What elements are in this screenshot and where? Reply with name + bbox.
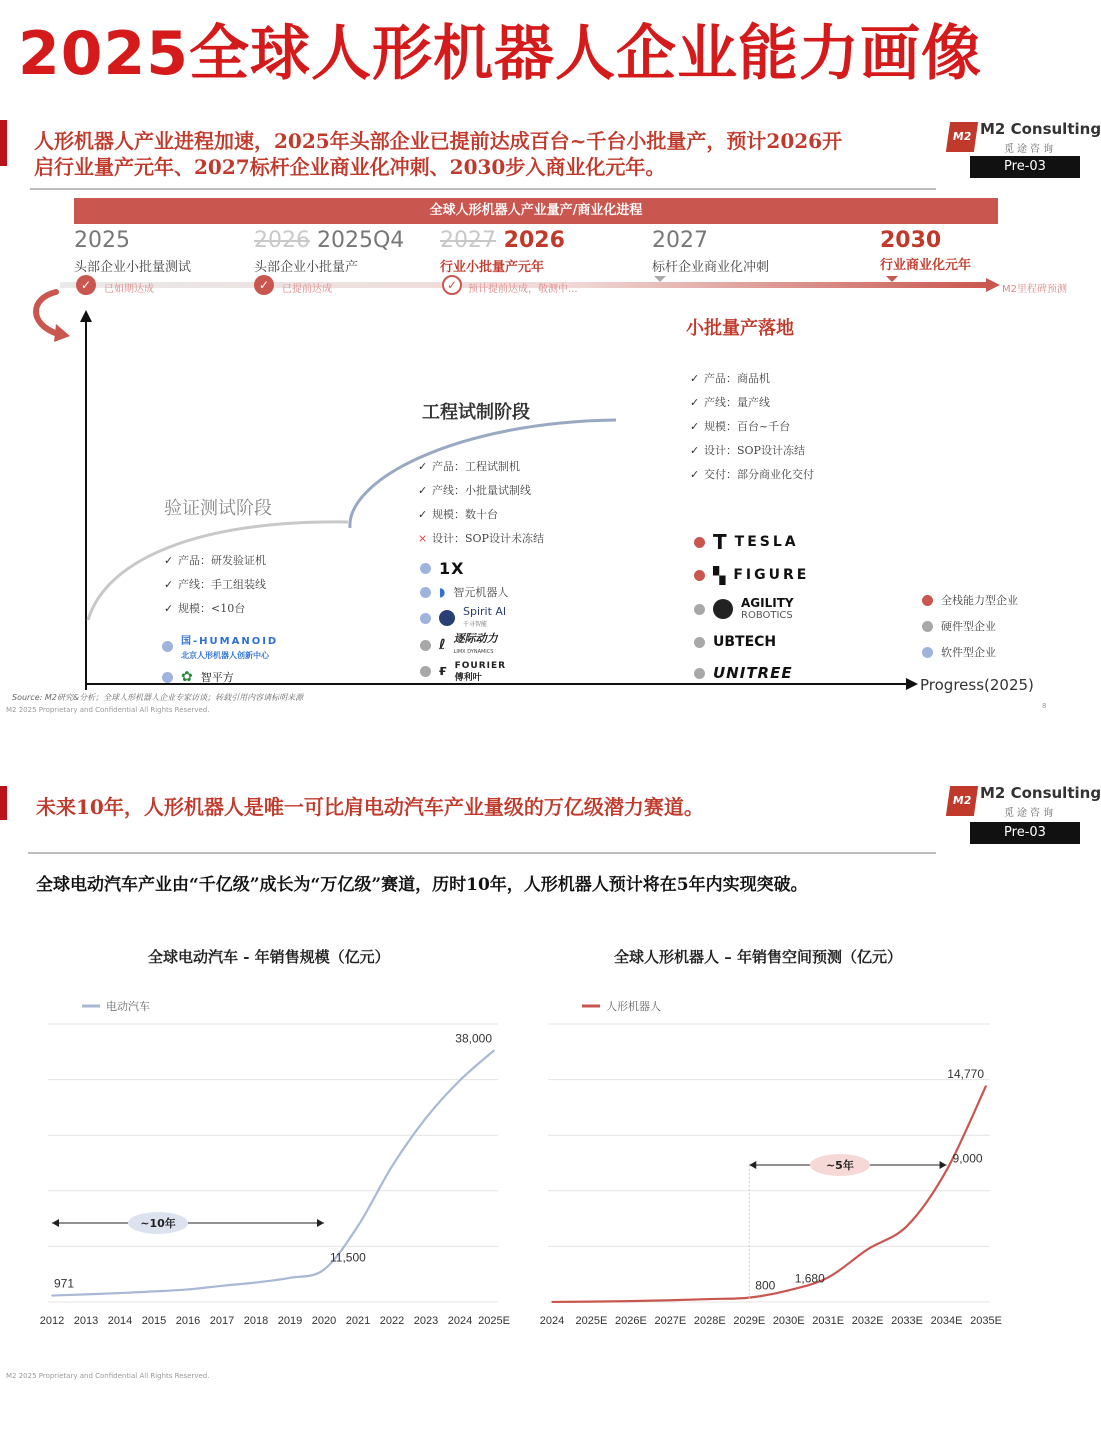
data-point <box>591 1301 593 1303</box>
company-name: UNITREE <box>713 664 793 682</box>
x-tick-label: 2016 <box>175 1315 201 1327</box>
series-line <box>552 1086 986 1302</box>
data-point <box>827 1277 829 1279</box>
timeline-old-year-2026: 2026 <box>254 228 310 253</box>
hardware-dot-icon <box>420 640 431 651</box>
legend-label: 全栈能力型企业 <box>941 594 1018 607</box>
annotation-arrow-head <box>52 1219 59 1227</box>
stage-item-text: 设计：SOP设计未冻结 <box>432 532 544 545</box>
timeline-new-year-2025q4: 2025Q4 <box>317 228 405 253</box>
series-line <box>52 1050 494 1295</box>
figure-logo-icon: ▚ <box>713 565 726 585</box>
timeline-check-icon-2025: ✓ <box>76 275 96 295</box>
data-point <box>357 1225 359 1227</box>
data-point <box>425 1117 427 1119</box>
company-limx <box>420 632 508 658</box>
legend-label: 软件型企业 <box>941 646 996 659</box>
check-icon: ✓ <box>418 484 428 497</box>
data-label: 9,000 <box>952 1151 983 1166</box>
data-point <box>459 1079 461 1081</box>
stage-engineering-item <box>418 530 544 546</box>
x-tick-label: 2024 <box>447 1315 473 1327</box>
company-agility <box>694 592 809 626</box>
annotation-arrow-head <box>749 1161 756 1169</box>
timeline-status-2025: 已如期达成 <box>104 284 154 295</box>
data-point <box>187 1289 189 1291</box>
full-stack-dot-icon <box>694 537 705 548</box>
timeline-year-2027: 2027 <box>652 228 708 253</box>
data-label: 800 <box>755 1278 776 1293</box>
full-stack-dot-icon <box>922 595 933 606</box>
software-dot-icon <box>162 672 173 683</box>
slide-2 <box>0 772 1101 1440</box>
source-note: Source: M2研究&分析；全球人形机器人企业专家访谈；转载引用内容请标明来源 <box>12 693 304 702</box>
company-type-legend <box>922 592 1018 660</box>
hardware-dot-icon <box>922 621 933 632</box>
data-point <box>985 1085 987 1087</box>
check-icon: ✓ <box>164 578 174 591</box>
x-tick-label: 2012 <box>39 1315 65 1327</box>
brand-name-cn: 觅途咨询 <box>1004 144 1056 155</box>
page-number: 8 <box>1042 702 1047 710</box>
hardware-dot-icon <box>694 668 705 679</box>
timeline-status-2026: 预计提前达成，敬测中... <box>468 284 578 295</box>
company-name: 逐际动力 <box>453 632 498 645</box>
slide2-subhead: 全球电动汽车产业由“千亿级”成长为“万亿级”赛道，历时10年，人形机器人预计将在5年内实现突破。 <box>36 875 808 895</box>
timeline-desc-2026: 行业小批量产元年 <box>440 260 545 275</box>
check-icon: ✓ <box>164 602 174 615</box>
stage-validation-item <box>164 552 266 568</box>
company-name: TESLA <box>734 534 799 550</box>
brand-tag: Pre-03 <box>970 822 1080 844</box>
company-beijing-humanoid <box>162 632 278 661</box>
x-tick-label: 2020 <box>311 1315 337 1327</box>
timeline-year-2030: 2030 <box>880 228 942 253</box>
company-unitree <box>694 658 809 688</box>
x-tick-label: 2015 <box>141 1315 167 1327</box>
copyright-note: M2 2025 Proprietary and Confidential All Rights Reserved. <box>6 1372 210 1380</box>
stage-mass-companies <box>694 526 809 688</box>
data-point <box>906 1225 908 1227</box>
x-tick-label: 2021 <box>345 1315 371 1327</box>
data-point <box>323 1269 325 1271</box>
stage-item-text: 产线：手工组装线 <box>178 578 266 591</box>
legend-full-stack <box>922 592 1018 608</box>
slide2-headline: 未来10年，人形机器人是唯一可比肩电动汽车产业量级的万亿级潜力赛道。 <box>36 795 704 819</box>
stage-item-text: 产品：研发验证机 <box>178 554 266 567</box>
company-ubtech <box>694 626 809 658</box>
company-sub: 北京人形机器人创新中心 <box>181 651 269 660</box>
brand-name-cn: 觅途咨询 <box>1004 808 1056 819</box>
company-name: 智平方 <box>200 671 234 684</box>
check-icon: ✓ <box>690 420 700 433</box>
check-icon: ✓ <box>690 372 700 385</box>
hardware-dot-icon <box>420 666 431 677</box>
data-point <box>255 1282 257 1284</box>
headline-divider <box>30 188 936 190</box>
x-tick-label: 2031E <box>812 1315 845 1327</box>
x-tick-label: 2025E <box>575 1315 608 1327</box>
company-name: AGILITY <box>741 595 794 610</box>
annotation-arrow-head <box>940 1161 947 1169</box>
x-tick-label: 2034E <box>930 1315 963 1327</box>
stage-engineering-companies <box>420 556 508 684</box>
data-point <box>153 1291 155 1293</box>
x-axis-label: Progress(2025) <box>920 676 1034 694</box>
company-tesla <box>694 526 809 558</box>
page-title: 2025全球人形机器人企业能力画像 <box>18 19 982 89</box>
stage-engineering-item <box>418 458 544 474</box>
full-stack-dot-icon <box>694 570 705 581</box>
timeline-desc-2027: 标杆企业商业化冲刺 <box>652 260 770 275</box>
company-agibot <box>420 580 508 604</box>
hardware-dot-icon <box>694 637 705 648</box>
x-tick-label: 2029E <box>733 1315 766 1327</box>
data-point <box>670 1299 672 1301</box>
stage-validation-list <box>164 552 266 616</box>
timeline-end-label: M2里程碑预测 <box>1002 284 1067 295</box>
company-logo <box>181 632 278 661</box>
company-logo <box>455 659 506 683</box>
data-point <box>709 1298 711 1300</box>
legend-hardware <box>922 618 1018 634</box>
robot-chart-title: 全球人形机器人 – 年销售空间预测（亿元） <box>614 948 902 966</box>
stage-item-text: 产品：商品机 <box>704 372 770 385</box>
data-point <box>391 1166 393 1168</box>
stage-item-text: 规模：<10台 <box>178 602 246 615</box>
data-point <box>867 1249 869 1251</box>
zhipingfang-logo-icon: ✿ <box>181 669 193 685</box>
slide1-headline <box>34 128 934 180</box>
legend-label: 人形机器人 <box>606 1000 661 1013</box>
software-dot-icon <box>162 641 173 652</box>
company-name: UBTECH <box>713 634 777 650</box>
legend-software <box>922 644 1018 660</box>
x-tick-label: 2014 <box>107 1315 133 1327</box>
check-icon: ✓ <box>690 444 700 457</box>
brand-logo-icon: M2 <box>946 122 978 152</box>
slide1-headline-line1: 人形机器人产业进程加速，2025年头部企业已提前达成百台~千台小批量产，预计2026开 <box>34 129 843 153</box>
agibot-logo-icon: ◗ <box>439 585 446 599</box>
company-name: 智元机器人 <box>453 586 509 599</box>
x-tick-label: 2025E <box>478 1315 510 1327</box>
annotation-arrow-head <box>317 1219 324 1227</box>
data-point <box>551 1301 553 1303</box>
x-tick-label: 2024 <box>539 1315 565 1327</box>
robot-sales-chart <box>540 994 1020 1344</box>
stage-engineering-item <box>418 482 544 498</box>
data-point <box>85 1294 87 1296</box>
legend-label: 硬件型企业 <box>941 620 996 633</box>
x-tick-label: 2035E <box>970 1315 1002 1327</box>
company-name: FIGURE <box>733 567 810 583</box>
company-sub: LIMX DYNAMICS <box>453 649 494 655</box>
stage-item-text: 产品：工程试制机 <box>432 460 520 473</box>
data-point <box>289 1277 291 1279</box>
company-name: FOURIER <box>454 661 507 671</box>
check-icon: ✓ <box>418 508 428 521</box>
data-point <box>119 1292 121 1294</box>
data-point <box>51 1295 53 1297</box>
fourier-logo-icon: ғ <box>439 663 447 679</box>
software-dot-icon <box>922 647 933 658</box>
limx-logo-icon: ℓ <box>439 637 446 653</box>
data-label: 1,680 <box>794 1271 825 1286</box>
ev-sales-chart <box>30 994 530 1344</box>
x-tick-label: 2023 <box>413 1315 439 1327</box>
stage-engineering-list <box>418 458 544 546</box>
company-fourier <box>420 658 508 684</box>
brand-name: M2 Consulting <box>980 784 1101 802</box>
software-dot-icon <box>420 613 431 624</box>
stage-item-text: 规模：百台~千台 <box>704 420 791 433</box>
headline-divider <box>28 852 936 854</box>
brand-tag: Pre-03 <box>970 156 1080 178</box>
data-label: 11,500 <box>330 1250 366 1265</box>
x-tick-label: 2022 <box>379 1315 405 1327</box>
company-name: 1X <box>439 558 465 578</box>
timeline-check-icon-2025q4: ✓ <box>254 275 274 295</box>
legend-label: 电动汽车 <box>106 1000 150 1013</box>
data-point <box>221 1285 223 1287</box>
software-dot-icon <box>420 587 431 598</box>
timeline-desc-2025: 头部企业小批量测试 <box>74 260 192 275</box>
x-tick-label: 2033E <box>891 1315 923 1327</box>
stage-mass-item <box>690 442 814 458</box>
data-point <box>630 1300 632 1302</box>
check-icon: ✓ <box>690 396 700 409</box>
curved-return-arrow-icon <box>28 284 72 344</box>
headline-accent-bar <box>0 120 7 166</box>
stage-item-text: 交付：部分商业化交付 <box>704 468 814 481</box>
timeline-check-outline-icon-2026: ✓ <box>442 275 462 295</box>
timeline-new-year-2026: 2026 <box>503 228 565 253</box>
cross-icon: × <box>418 532 428 545</box>
slide1-headline-line2: 启行业量产元年、2027标杆企业商业化冲刺、2030步入商业化元年。 <box>34 155 666 179</box>
x-tick-label: 2032E <box>851 1315 884 1327</box>
company-1x <box>420 556 508 580</box>
stage-item-text: 产线：小批量试制线 <box>432 484 531 497</box>
stage-mass-item <box>690 418 814 434</box>
x-tick-label: 2028E <box>693 1315 726 1327</box>
stage-mass-item <box>690 370 814 386</box>
company-sub: 千寻智能 <box>463 621 488 628</box>
stage-validation-item <box>164 576 266 592</box>
timeline-desc-2030: 行业商业化元年 <box>880 258 972 273</box>
company-sub: ROBOTICS <box>741 609 793 621</box>
x-tick-label: 2026E <box>615 1315 647 1327</box>
annotation-label: ~5年 <box>825 1159 854 1172</box>
x-tick-label: 2019 <box>277 1315 303 1327</box>
x-tick-label: 2018 <box>243 1315 269 1327</box>
data-label: 14,770 <box>947 1066 984 1081</box>
stage-item-text: 设计：SOP设计冻结 <box>704 444 805 457</box>
stage-title-validation: 验证测试阶段 <box>164 498 272 519</box>
data-point <box>946 1170 948 1172</box>
timeline-year-2025: 2025 <box>74 228 130 253</box>
x-tick-label: 2013 <box>73 1315 99 1327</box>
software-dot-icon <box>420 563 431 574</box>
ev-chart-title: 全球电动汽车 - 年销售规模（亿元） <box>148 948 390 966</box>
stage-validation-item <box>164 600 266 616</box>
data-point <box>788 1289 790 1291</box>
data-label: 971 <box>54 1276 75 1291</box>
company-sub: 傅利叶 <box>454 673 482 683</box>
brand-logo-icon: M2 <box>946 786 978 816</box>
company-logo <box>741 595 794 621</box>
timeline-desc-2025q4: 头部企业小批量产 <box>254 260 359 275</box>
headline-accent-bar <box>0 786 7 820</box>
stage-title-engineering: 工程试制阶段 <box>422 402 530 423</box>
company-logo <box>454 633 498 657</box>
x-tick-label: 2027E <box>654 1315 687 1327</box>
company-name: Spirit AI <box>463 605 507 618</box>
stage-engineering-item <box>418 506 544 522</box>
stage-title-mass-production: 小批量产落地 <box>686 318 794 339</box>
hardware-dot-icon <box>694 604 705 615</box>
company-name: 国-HUMANOID <box>181 636 279 647</box>
agility-logo-icon <box>713 599 733 619</box>
stage-mass-item <box>690 466 814 482</box>
company-zhipingfang <box>162 669 278 685</box>
spirit-ai-logo-icon <box>439 610 455 626</box>
copyright-note: M2 2025 Proprietary and Confidential All Rights Reserved. <box>6 706 210 714</box>
stage-mass-list <box>690 370 814 482</box>
timeline-status-2025q4: 已提前达成 <box>282 284 332 295</box>
data-label: 38,000 <box>455 1031 492 1046</box>
company-spirit-ai <box>420 604 508 632</box>
stage-item-text: 规模：数十台 <box>432 508 498 521</box>
stage-item-text: 产线：量产线 <box>704 396 770 409</box>
slide-1 <box>0 108 1101 718</box>
check-icon: ✓ <box>164 554 174 567</box>
timeline-year-2025q4 <box>254 228 404 253</box>
data-point <box>493 1050 495 1052</box>
company-logo <box>463 606 506 630</box>
check-icon: ✓ <box>690 468 700 481</box>
stage-validation-companies <box>162 632 278 685</box>
company-figure <box>694 558 809 592</box>
x-tick-label: 2030E <box>772 1315 805 1327</box>
brand-name: M2 Consulting <box>980 120 1101 138</box>
stage-mass-item <box>690 394 814 410</box>
timeline-old-year-2027: 2027 <box>440 228 496 253</box>
x-tick-label: 2017 <box>209 1315 235 1327</box>
progress-banner: 全球人形机器人产业量产/商业化进程 <box>74 198 998 224</box>
tesla-logo-icon: T <box>713 530 727 554</box>
timeline-year-2026 <box>440 228 565 253</box>
check-icon: ✓ <box>418 460 428 473</box>
annotation-label: ~10年 <box>140 1217 176 1230</box>
